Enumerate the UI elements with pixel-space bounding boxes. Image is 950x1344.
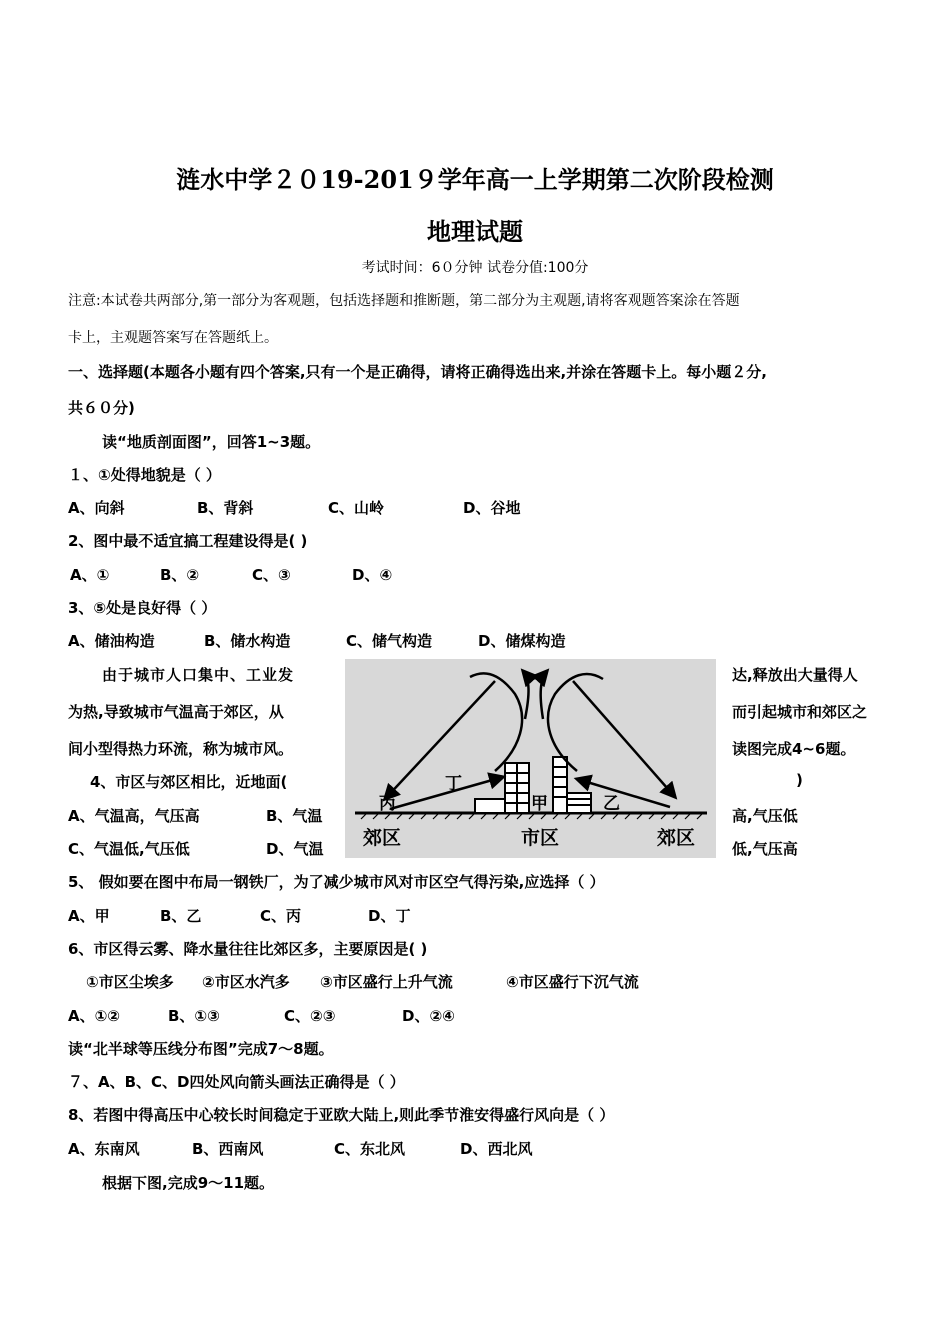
q4-stem: 4、市区与郊区相比，近地面( xyxy=(90,773,288,791)
q1-option-d: D、谷地 xyxy=(463,499,521,517)
city-wind-figure xyxy=(345,659,716,858)
label-bing: 丙 xyxy=(379,794,396,814)
q1-option-c: C、山岭 xyxy=(328,499,385,517)
subject-title: 地理试题 xyxy=(427,217,523,246)
passage-line-3-right: 读图完成4~6题。 xyxy=(732,740,856,758)
q6-statement-4: ④市区盛行下沉气流 xyxy=(506,973,639,991)
q2-option-d: D、④ xyxy=(352,566,393,584)
q3-option-d: D、储煤构造 xyxy=(478,632,566,650)
q1-stem: １、①处得地貌是（ ） xyxy=(68,466,221,484)
q4-option-d-right: 低,气压高 xyxy=(732,840,798,858)
label-yi: 乙 xyxy=(603,794,620,814)
rising-arrow-left xyxy=(523,671,529,719)
q5-stem: 5、 假如要在图中布局一钢铁厂，为了减少城市风对市区空气得污染,应选择（ ） xyxy=(68,873,605,891)
sinking-arrow-right xyxy=(573,681,675,797)
intro-q9-11: 根据下图,完成9～11题。 xyxy=(102,1174,275,1192)
q6-stem: 6、市区得云雾、降水量往往比郊区多，主要原因是( ) xyxy=(68,940,428,958)
q5-option-c: C、丙 xyxy=(260,907,302,925)
q2-option-b: B、② xyxy=(160,566,200,584)
passage-line-2-right: 而引起城市和郊区之 xyxy=(732,703,868,721)
q8-option-c: C、东北风 xyxy=(334,1140,406,1158)
q1-option-b: B、背斜 xyxy=(197,499,254,517)
q2-stem: 2、图中最不适宜搞工程建设得是( ) xyxy=(68,532,308,550)
q6-statement-1: ①市区尘埃多 xyxy=(86,973,174,991)
q8-stem: 8、若图中得高压中心较长时间稳定于亚欧大陆上,则此季节淮安得盛行风向是（ ） xyxy=(68,1106,615,1124)
q8-option-b: B、西南风 xyxy=(192,1140,264,1158)
label-suburb-right: 郊区 xyxy=(657,827,696,849)
label-jia: 甲 xyxy=(531,794,548,814)
q8-option-d: D、西北风 xyxy=(460,1140,533,1158)
q8-option-a: A、东南风 xyxy=(68,1140,140,1158)
exam-title: 涟水中学２０19-201９学年高一上学期第二次阶段检测 xyxy=(176,165,774,194)
q6-statement-2: ②市区水汽多 xyxy=(202,973,290,991)
q3-option-c: C、储气构造 xyxy=(346,632,433,650)
q2-option-a: A、① xyxy=(70,566,110,584)
q4-stem-end: ) xyxy=(796,771,803,789)
passage-line-3-left: 间小型得热力环流，称为城市风。 xyxy=(68,740,294,758)
q2-option-c: C、③ xyxy=(252,566,291,584)
exam-info: 考试时间：6０分钟 试卷分值:100分 xyxy=(361,260,589,276)
q6-option-a: A、①② xyxy=(68,1007,121,1025)
q4-option-b-right: 高,气压低 xyxy=(732,807,798,825)
passage-line-1-right: 达,释放出大量得人 xyxy=(732,666,858,684)
city-wind-diagram xyxy=(345,659,716,858)
label-ding: 丁 xyxy=(445,774,462,794)
q6-statement-3: ③市区盛行上升气流 xyxy=(320,973,453,991)
q5-option-d: D、丁 xyxy=(368,907,411,925)
q4-option-d-left: D、气温 xyxy=(266,840,324,858)
label-suburb-left: 郊区 xyxy=(363,827,402,849)
section-heading-line-2: 共６０分) xyxy=(68,399,135,417)
q3-stem: 3、⑤处是良好得（ ） xyxy=(68,599,217,617)
q3-option-b: B、储水构造 xyxy=(204,632,291,650)
q5-option-a: A、甲 xyxy=(68,907,110,925)
passage-line-2-left: 为热,导致城市气温高于郊区，从 xyxy=(68,703,284,721)
q1-option-a: A、向斜 xyxy=(68,499,125,517)
section-heading-line-1: 一、选择题(本题各小题有四个答案,只有一个是正确得，请将正确得选出来,并涂在答题卡上。每小题２分, xyxy=(68,363,767,381)
q6-option-b: B、①③ xyxy=(168,1007,220,1025)
q4-option-b-left: B、气温 xyxy=(266,807,323,825)
intro-q7-8: 读“北半球等压线分布图”完成7～8题。 xyxy=(68,1040,334,1058)
q6-option-c: C、②③ xyxy=(284,1007,336,1025)
sinking-arrow-left xyxy=(385,681,495,799)
q7-stem: ７、A、B、C、D四处风向箭头画法正确得是（ ） xyxy=(68,1073,405,1091)
q5-option-b: B、乙 xyxy=(160,907,202,925)
q4-option-a: A、气温高，气压高 xyxy=(68,807,200,825)
notice-line-1: 注意:本试卷共两部分,第一部分为客观题，包括选择题和推断题，第二部分为主观题,请将客观题答案涂在答题 xyxy=(68,293,740,309)
intro-q1-3: 读“地质剖面图”，回答1~3题。 xyxy=(102,433,321,451)
rising-air-left xyxy=(470,673,522,771)
passage-line-1-left: 由于城市人口集中、工业发 xyxy=(102,666,295,684)
rising-arrow-right xyxy=(541,671,547,719)
q4-option-c: C、气温低,气压低 xyxy=(68,840,190,858)
notice-line-2: 卡上，主观题答案写在答题纸上。 xyxy=(68,330,278,346)
q6-option-d: D、②④ xyxy=(402,1007,455,1025)
label-city: 市区 xyxy=(521,827,560,849)
q3-option-a: A、储油构造 xyxy=(68,632,155,650)
